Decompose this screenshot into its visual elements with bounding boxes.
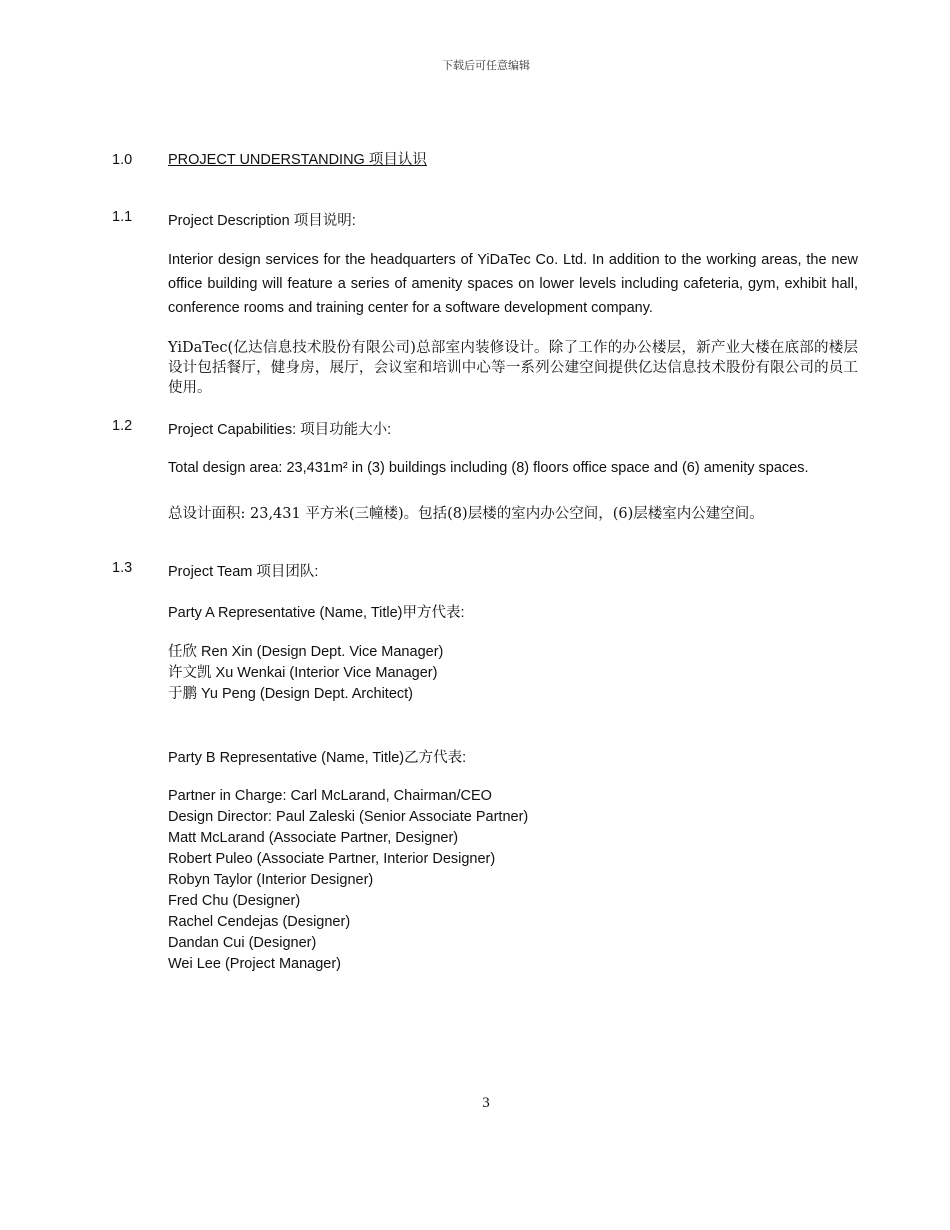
party-b-member: Matt McLarand (Associate Partner, Designer) — [168, 830, 459, 846]
subsection-label: Project Capabilities: 项目功能大小: — [168, 422, 392, 438]
party-b-member: Fred Chu (Designer) — [168, 893, 301, 909]
subsection-number: 1.2 — [112, 418, 133, 434]
capabilities-line-cn: 总设计面积: 23,431 平方米(三幢楼)。包括(8)层楼的室内办公空间，(6)层楼室内公建空间。 — [168, 506, 764, 522]
party-a-member: 许文凯 Xu Wenkai (Interior Vice Manager) — [168, 665, 438, 681]
description-paragraph-cn: YiDaTec(亿达信息技术股份有限公司)总部室内装修设计。除了工作的办公楼层，新产业大楼在底部的楼层设计包括餐厅，健身房，展厅，会议室和培训中心等一系列公建空间提供亿达信息技术股份有限公司的员工使用。 — [168, 340, 858, 396]
section-number: 1.0 — [112, 152, 133, 168]
subsection-number: 1.3 — [112, 560, 133, 576]
party-b-member: Robert Puleo (Associate Partner, Interior Designer) — [168, 851, 496, 867]
party-b-label: Party B Representative (Name, Title)乙方代表: — [168, 750, 467, 766]
section-title-text: PROJECT UNDERSTANDING 项目认识 — [168, 152, 427, 168]
section-title — [112, 148, 427, 169]
subsection-label: Project Team 项目团队: — [168, 564, 319, 580]
party-b-member: Partner in Charge: Carl McLarand, Chairman/CEO — [168, 788, 492, 804]
header-note: 下载后可任意编辑 — [442, 59, 530, 72]
party-b-member: Design Director: Paul Zaleski (Senior Associate Partner) — [168, 809, 529, 825]
page-number: 3 — [482, 1095, 490, 1111]
description-paragraph-en: Interior design services for the headquarters of YiDaTec Co. Ltd. In addition to the working areas, the new office building will feature a series of amenity spaces on lower levels including cafeteria, gym, exhibit hall, conference rooms and training center for a software development company. — [168, 252, 858, 316]
party-a-label: Party A Representative (Name, Title)甲方代表: — [168, 605, 465, 621]
subsection-label: Project Description 项目说明: — [168, 213, 356, 229]
party-b-member: Rachel Cendejas (Designer) — [168, 914, 351, 930]
party-b-member: Dandan Cui (Designer) — [168, 935, 317, 951]
party-a-member: 任欣 Ren Xin (Design Dept. Vice Manager) — [168, 644, 444, 660]
capabilities-line-en: Total design area: 23,431m² in (3) buildings including (8) floors office space and (6) amenity spaces. — [168, 460, 809, 476]
party-b-member: Robyn Taylor (Interior Designer) — [168, 872, 374, 888]
subsection-number: 1.1 — [112, 209, 133, 225]
party-a-list — [168, 642, 443, 705]
party-b-list — [168, 786, 528, 975]
party-b-member: Wei Lee (Project Manager) — [168, 956, 342, 972]
party-a-member: 于鹏 Yu Peng (Design Dept. Architect) — [168, 686, 413, 702]
